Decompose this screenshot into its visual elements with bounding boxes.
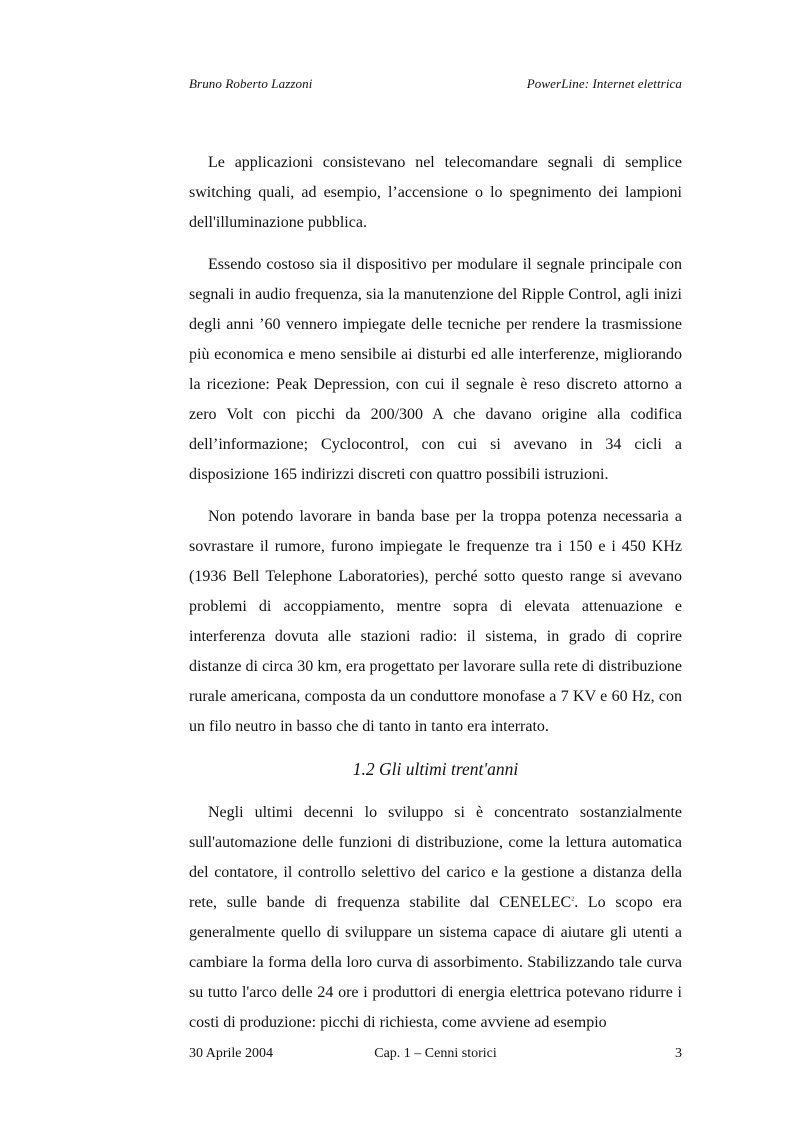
header-title: PowerLine: Internet elettrica — [526, 76, 682, 91]
footer-chapter: Cap. 1 – Cenni storici — [374, 1046, 497, 1061]
paragraph: Essendo costoso sia il dispositivo per modulare il segnale principale con segnali in audio frequenza, sia la manutenzione del Ripple Control, agli inizi degli anni ’60 vennero impiegate delle tecniche per rendere la trasmissione più economica e meno sensibile ai disturbi ed alle interferenze, migliorando la ricezione: Peak Depression, con cui il segnale è reso discreto attorno a zero Volt con picchi da 200/300 A che davano origine alla codifica dell’informazione; Cyclocontrol, con cui si avevano in 34 cicli a disposizione 165 indirizzi discreti con quattro possibili istruzioni. — [189, 256, 682, 483]
header-author: Bruno Roberto Lazzoni — [189, 76, 313, 91]
paragraph — [189, 798, 682, 1038]
footnote-reference[interactable]: 2 — [571, 896, 575, 903]
page-footer — [189, 1046, 682, 1066]
paragraph-text: Negli ultimi decenni lo sviluppo si è concentrato sostanzialmente sull'automazione delle funzioni di distribuzione, come la lettura automatica del contatore, il controllo selettivo del carico e la gestione a distanza della rete, sulle bande di frequenza stabilite dal CENELEC — [189, 804, 682, 911]
paragraph: Non potendo lavorare in banda base per la troppa potenza necessaria a sovrastare il rumore, furono impiegate le frequenze tra i 150 e i 450 KHz (1936 Bell Telephone Laboratories), perché sotto questo range si avevano problemi di accoppiamento, mentre sopra di elevata attenuazione e interferenza dovuta alle stazioni radio: il sistema, in grado di coprire distanze di circa 30 km, era progettato per lavorare sulla rete di distribuzione rurale americana, composta da un conduttore monofase a 7 KV e 60 Hz, con un filo neutro in basso che di tanto in tanto era interrato. — [189, 508, 682, 735]
paragraph-text: . Lo scopo era generalmente quello di sviluppare un sistema capace di aiutare gli utenti a cambiare la forma della loro curva di assorbimento. Stabilizzando tale curva su tutto l'arco delle 24 ore i produttori di energia elettrica potevano ridurre i costi di produzione: picchi di richiesta, come avviene ad esempio — [189, 894, 682, 1031]
page-body — [189, 148, 682, 1050]
footer-date: 30 Aprile 2004 — [189, 1046, 273, 1061]
page-number: 3 — [675, 1046, 682, 1061]
paragraph: Le applicazioni consistevano nel telecomandare segnali di semplice switching quali, ad esempio, l’accensione o lo spegnimento dei lampioni dell'illuminazione pubblica. — [189, 154, 682, 231]
page-header — [189, 76, 682, 96]
section-heading: 1.2 Gli ultimi trent'anni — [352, 759, 519, 779]
